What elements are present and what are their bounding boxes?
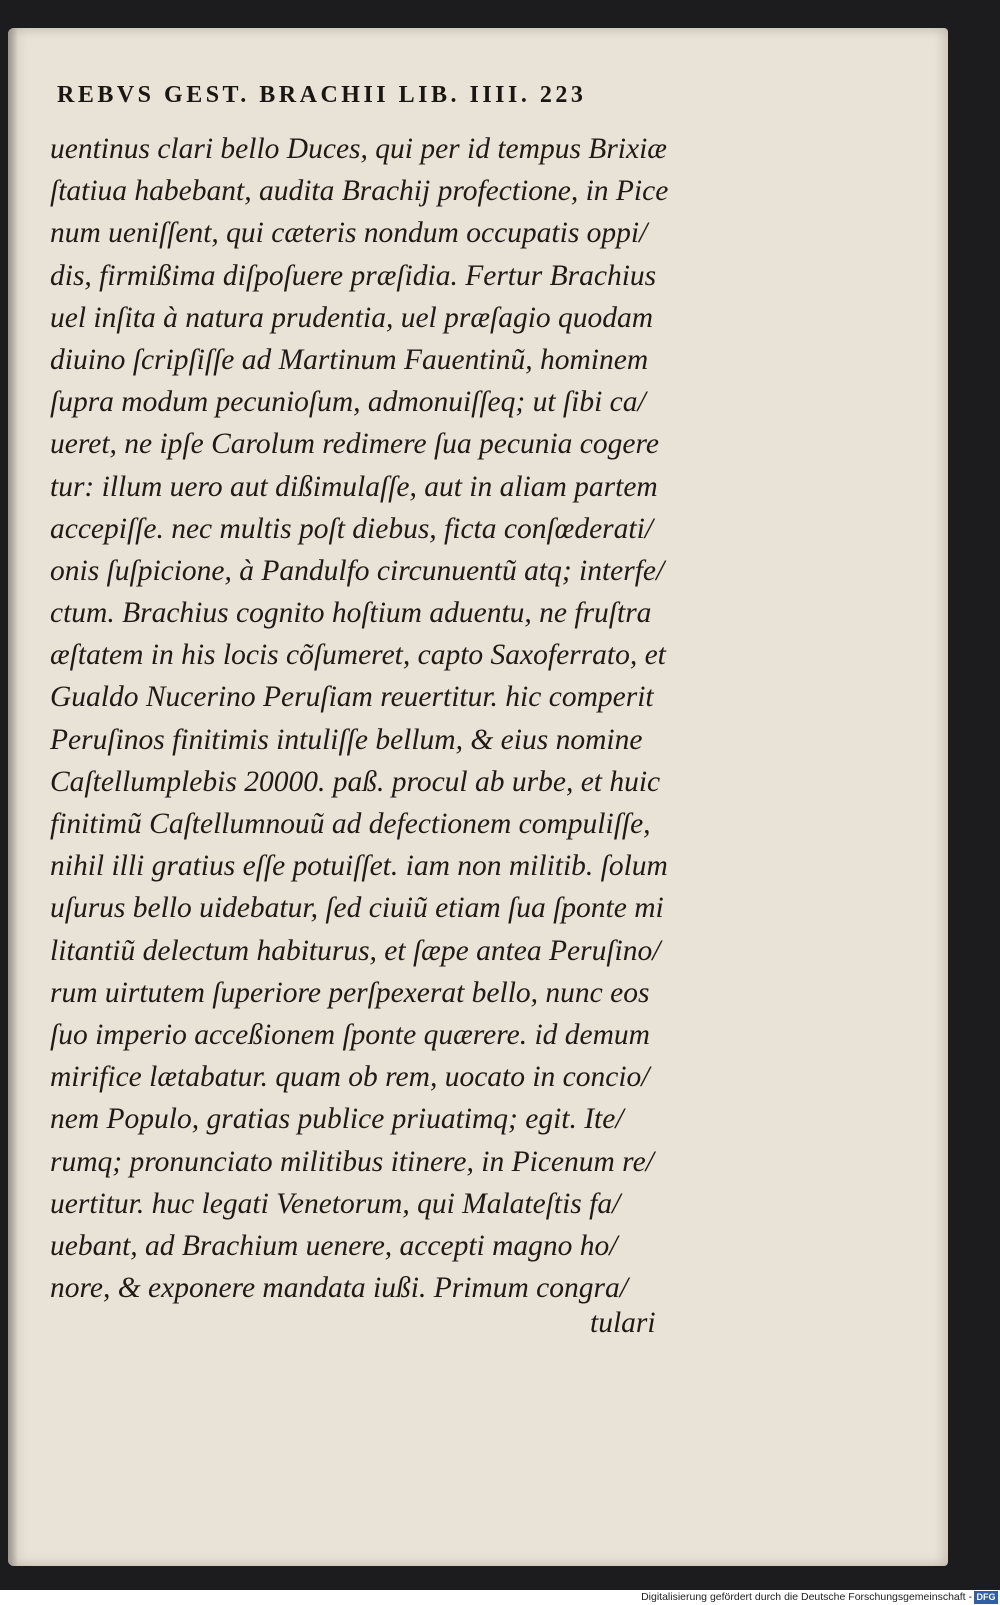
page-edge-shadow (8, 28, 18, 1566)
text-line: litantiũ delectum habiturus, et ſæpe antea Peruſino/ (50, 934, 661, 967)
text-line: ctum. Brachius cognito hoſtium aduentu, ne fruſtra (50, 597, 652, 630)
text-line: accepiſſe. nec multis poſt diebus, ficta conſœderati/ (50, 512, 653, 545)
digitization-credit: Digitalisierung gefördert durch die Deutsche Forschungsgemeinschaft - (641, 1591, 972, 1603)
text-line: rum uirtutem ſuperiore perſpexerat bello, nunc eos (50, 976, 650, 1009)
text-line: Caſtellumplebis 20000. paß. procul ab urbe, et huic (50, 765, 661, 798)
text-line: nem Populo, gratias publice priuatimq; egit. Ite/ (50, 1103, 624, 1136)
text-line: num ueniſſent, qui cæteris nondum occupatis oppi/ (50, 217, 648, 250)
text-line: uſurus bello uidebatur, ſed ciuiũ etiam ſua ſponte mi (50, 892, 664, 925)
text-line: finitimũ Caſtellumnouũ ad defectionem compuliſſe, (50, 808, 651, 840)
text-line: onis ſuſpicione, à Pandulfo circunuentũ atq; interfe/ (50, 554, 665, 587)
text-line: diuino ſcripſiſſe ad Martinum Fauentinũ, hominem (50, 343, 649, 376)
running-head: REBVS GEST. BRACHII LIB. IIII. 223 (57, 82, 587, 108)
text-line: Peruſinos finitimis intuliſſe bellum, & eius nomine (50, 723, 643, 756)
text-line: ueret, ne ipſe Carolum redimere ſua pecunia cogere (50, 428, 659, 461)
text-line: ſtatiua habebant, audita Brachij profectione, in Pice (50, 175, 669, 208)
text-line: nore, & exponere mandata iußi. Primum congra/ (50, 1272, 628, 1305)
text-line: Gualdo Nucerino Peruſiam reuertitur. hic comperit (50, 681, 654, 714)
text-line: rumq; pronunciato militibus itinere, in Picenum re/ (50, 1145, 654, 1178)
catchword: tulari (590, 1307, 656, 1339)
text-line: tur: illum uero aut dißimulaſſe, aut in aliam partem (50, 470, 658, 503)
text-line: ſuo imperio acceßionem ſponte quærere. id demum (50, 1018, 650, 1051)
text-line: uel inſita à natura prudentia, uel præſagio quodam (50, 301, 654, 334)
text-line: æſtatem in his locis cõſumeret, capto Saxoferrato, et (50, 639, 666, 672)
text-line: ſupra modum pecunioſum, admonuiſſeq; ut ſibi ca/ (50, 386, 646, 419)
text-line: mirifice lætabatur. quam ob rem, uocato in concio/ (50, 1061, 650, 1094)
text-line: uentinus clari bello Duces, qui per id tempus Brixiæ (50, 133, 667, 165)
text-line: uebant, ad Brachium uenere, accepti magno ho/ (50, 1229, 618, 1262)
text-line: nihil illi gratius eſſe potuiſſet. iam non militib. ſolum (50, 850, 668, 883)
text-line: uertitur. huc legati Venetorum, qui Malateſtis fa/ (50, 1187, 621, 1220)
body-text (50, 128, 690, 1309)
dfg-logo: DFG (974, 1591, 998, 1604)
text-line: dis, firmißima diſpoſuere præſidia. Fertur Brachius (50, 259, 657, 292)
